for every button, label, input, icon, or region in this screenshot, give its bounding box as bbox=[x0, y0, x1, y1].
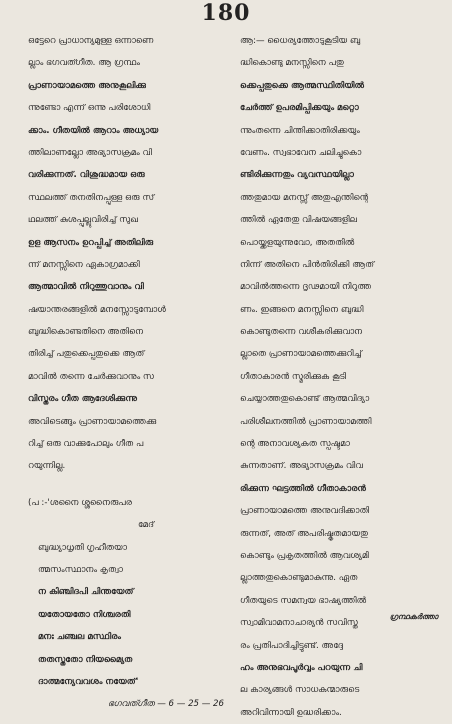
text-line: പ്രാണായാമത്തെ അനുകൂലിക്കു bbox=[28, 80, 146, 91]
text-line: ല്ലാത്തതുകൊണ്ടുമാകുന്നു. ഏത bbox=[240, 573, 358, 584]
text-line: ചേർത്ത് ഉപരമിപ്പിക്കയും മറ്റൊ bbox=[240, 103, 359, 114]
text-line: ണ്ടിരിക്കുന്നതും വ്യവസ്ഥയില്ലാ bbox=[240, 170, 354, 181]
text-line: വേണം. സ്വഭാവേന ചലിച്ചുകൊ bbox=[240, 147, 362, 158]
text-line: ന്റെ അനാവശ്യകത സ്പഷ്ടമാ bbox=[240, 439, 350, 450]
text-line: ആത്മാവിൽ നിറുത്തുവാനും വി bbox=[28, 282, 144, 293]
text-line: ല കാര്യങ്ങൾ സാധകന്മാരുടെ bbox=[240, 685, 360, 696]
text-line: റയുന്നില്ല. bbox=[28, 461, 66, 472]
text-line: മാവിൽത്തന്നെ ദൃഢമായി നിറുത്ത bbox=[240, 282, 372, 293]
text-line: കുന്നതാണ്. അഭ്യാസക്രമം വിവ bbox=[240, 461, 363, 472]
text-line: അവിടെങ്ങും പ്രാണായാമത്തെക്കു bbox=[28, 416, 157, 427]
text-line: വരിക്കുന്നത്. വിശുദ്ധമായ ഒരു bbox=[28, 170, 145, 181]
text-line: തിരിച്ച് പതുക്കെപ്പതുക്കെ ആത് bbox=[28, 349, 145, 360]
text-line: രുന്നത്, അത് അപരിഷ്കൃതമായതു bbox=[240, 528, 368, 539]
text-line: പരിശീലനത്തിൽ പ്രാണായാമത്തി bbox=[240, 416, 372, 427]
page-number: 180 bbox=[201, 0, 251, 26]
text-line: ബുദ്ധികൊണ്ടതിനെ അതിനെ bbox=[28, 327, 144, 338]
text-line: ഹം അനുഭവപൂർവ്വം പറയുന്ന ചി bbox=[240, 662, 363, 673]
author-signature: ഗ്രന്ഥകർത്താ bbox=[389, 612, 438, 621]
verse-line: മനഃ ചഞ്ചല മസ്ഥിരം bbox=[38, 632, 122, 643]
verse-line: മേദ് bbox=[138, 520, 155, 531]
text-line: മാവിൽ തന്നെ ചേർക്കുവാനും സ bbox=[28, 371, 154, 382]
verse-line: തതസ്തതോ നിയമ്യൈത bbox=[38, 654, 133, 665]
text-line: ദ്ധികൊണ്ടു മനസ്സിനെ പതു bbox=[240, 58, 344, 69]
text-line: അറിവിന്നായി ഉദ്ധരിക്കാം. bbox=[240, 707, 342, 718]
text-line: രിക്കുന്ന ഘട്ടത്തിൽ ഗീതാകാരൻ bbox=[240, 483, 366, 494]
text-line: ത്തിൽ ഏതേതു വിഷയങ്ങളില bbox=[240, 215, 357, 226]
text-line: സ്ഥലത്ത് തനതിനപ്പുള്ള ഒരു സ് bbox=[28, 192, 155, 203]
text-line: ഥലത്ത് കുശപ്പുല്ലുവിരിച്ച് സുഖ bbox=[28, 215, 138, 226]
text-line: രം പ്രതിപാദിച്ചിട്ടുണ്ട്. അദ്ദേ bbox=[240, 640, 344, 651]
text-line: ഗീതാകാരൻ സ്മരിക്കുക കൂടി bbox=[240, 371, 347, 382]
verse-line: (പ :-'ശനൈ ശ്ശനൈരുപര bbox=[28, 497, 132, 508]
verse-line: ത്മസംസ്ഥാനം കൃത്വാ bbox=[38, 564, 123, 575]
text-line: ന്നുണ്ടോ എന്ന് ഒന്നു പരിശോധി bbox=[28, 103, 151, 114]
text-line: ഒട്ടേറെ പ്രാധാന്യമുള്ള ഒന്നാണെ bbox=[28, 36, 154, 46]
text-line: ത്തതുമായ മനസ്സ് അതുഎന്തിന്റെ bbox=[240, 192, 369, 203]
left-column bbox=[28, 30, 228, 716]
text-line: സ്വാമിവാമനാചാര്യൻ സവിസ്ത bbox=[240, 618, 358, 629]
text-line: വിസ്തരം ഗീത ആദേശിക്കുന്നു bbox=[28, 394, 138, 405]
text-line: ണം. ഇങ്ങനെ മനസ്സിനെ ബുദ്ധി bbox=[240, 304, 364, 315]
text-line: ല്ലാതെ പ്രാണായാമത്തെക്കുറിച്ച് bbox=[240, 349, 362, 360]
text-line: ചെയ്യാത്തതുകൊണ്ട് ആത്മവിദ്യാ bbox=[240, 394, 370, 405]
text-line: ത്തിലാണല്ലോ അഭ്യാസക്രമം വി bbox=[28, 147, 152, 158]
text-line: പ്രാണായാമത്തെ അനുവദിക്കാതി bbox=[240, 506, 370, 517]
text-line: കൊണ്ടുതന്നെ വശീകരിക്കുവാന bbox=[240, 327, 363, 338]
text-line: പൊയ്ക്കളയുന്നുവോ, അതതിൽ bbox=[240, 237, 355, 248]
text-line: ല്ലാം ഭഗവത്ഗീത. ആ ഗ്രന്ഥം bbox=[28, 58, 140, 69]
text-line: ന്നുംതന്നെ ചിന്തിക്കാതിരിക്കയും bbox=[240, 125, 360, 136]
left-body-text bbox=[28, 30, 228, 478]
text-line: ക്കെപ്പതുക്കെ ആത്മസ്ഥിതിയിൽ bbox=[240, 80, 365, 91]
verse-line: ബുദ്ധ്യാധൃതി ഗൃഹീതയാ bbox=[38, 542, 128, 553]
verse-line: ന കിഞ്ചിദപി ചിന്തയേത് bbox=[38, 587, 134, 598]
text-line: ആ:— ധൈര്യത്തോടുകൂടിയ ബു bbox=[240, 36, 361, 46]
text-line: ഷയാന്തരങ്ങളിൽ മനസ്സോടുമ്പോൾ bbox=[28, 304, 166, 315]
text-line: കൊണ്ടും പ്രകൃതത്തിൽ ആവശ്യമി bbox=[240, 550, 369, 561]
verse-gap bbox=[28, 478, 228, 492]
verse-reference: ഭഗവത്ഗീത — 6 — 25 — 26 bbox=[107, 699, 224, 710]
text-line: ന്ന് മനസ്സിനെ ഏകാഗ്രമാക്കി bbox=[28, 259, 140, 270]
text-line: നിന്ന് അതിനെ പിൻതിരിക്കി ആത് bbox=[240, 259, 375, 270]
text-line: ക്കാം. ഗീതയിൽ ആറാം അധ്യായ bbox=[28, 125, 159, 136]
text-line: ഗീതയുടെ സമന്വയ ഭാഷ്യത്തിൽ bbox=[240, 595, 367, 606]
verse-line: ദാത്മന്യേവവശം നയേത്' bbox=[38, 676, 139, 687]
text-line: ഉള ആസനം ഉറപ്പിച്ച് അതിലിരു bbox=[28, 237, 154, 248]
gita-verse-quote bbox=[28, 492, 228, 694]
verse-line: യതോയതോ നിശ്ചരതി bbox=[38, 609, 131, 620]
text-line: റിച്ച് ഒരു വാക്കുപോലും ഗീത പ bbox=[28, 439, 144, 450]
